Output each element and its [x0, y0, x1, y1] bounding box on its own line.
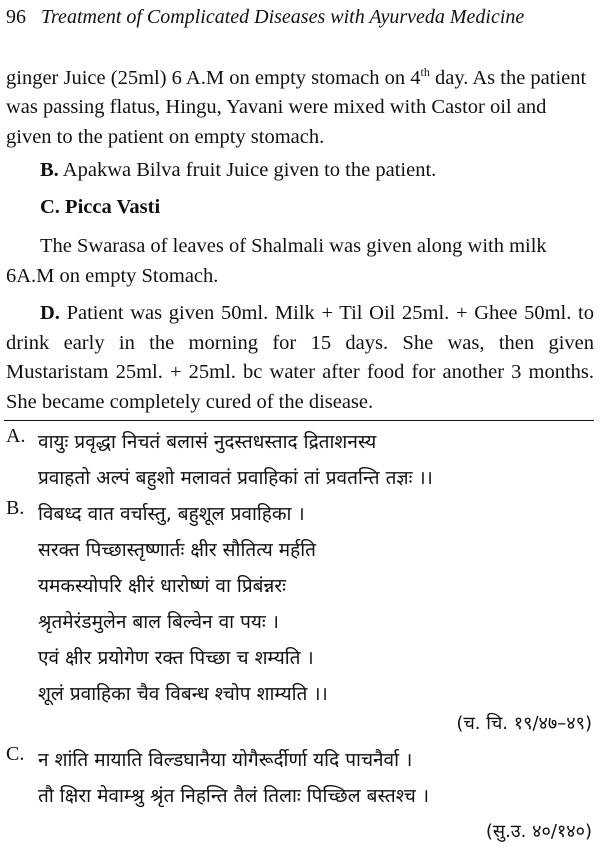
verse-b-line-1: विबध्द वात वर्चास्तु, बहुशूल प्रवाहिका । — [38, 503, 305, 525]
verse-b-line-5: एवं क्षीर प्रयोगेण रक्त पिच्छा च शम्यति । — [38, 647, 314, 669]
para1-rest: day. As the patient was passing flatus, Hingu, Yavani were mixed with Castor oil and given to the patient on empty stomach. — [6, 66, 587, 148]
verse-b-line-6: शूलं प्रवाहिका चैव विबन्ध श्चोप शाम्यति ।। — [38, 683, 328, 705]
verse-b-label: B. — [6, 497, 25, 519]
paragraph-d — [6, 299, 594, 417]
verse-c-label: C. — [6, 743, 25, 765]
verse-a-label: A. — [6, 425, 26, 447]
verse-b-line-3: यमकस्योपरि क्षीरं धारोष्णं वा प्रिबंन्नरः — [38, 575, 286, 597]
paragraph-b — [6, 156, 594, 186]
running-header — [6, 2, 596, 32]
page-number: 96 — [6, 6, 26, 28]
c-text: The Swarasa of leaves of Shalmali was given along with milk 6A.M on empty Stomach. — [6, 235, 547, 287]
c-heading: C. Picca Vasti — [40, 196, 161, 218]
verse-b-line-4: श्रृतमेरंडमुलेन बाल बिल्वेन वा पयः । — [38, 611, 280, 633]
paragraph-ginger — [6, 58, 594, 152]
verse-b-reference: (च. चि. १९/४७–४९) — [456, 713, 592, 734]
verse-a-line-2: प्रवाहतो अल्पं बहुशो मलावतं प्रवाहिकां तां प्रवतन्ति तज्ञः ।। — [38, 467, 433, 489]
verse-c-line-1: न शांति मायाति विल्डघानैया योगैरूर्दीर्णा यदि पाचनैर्वा । — [38, 749, 413, 771]
section-divider — [4, 420, 594, 421]
d-text: Patient was given 50ml. Milk + Til Oil 25ml. + Ghee 50ml. to drink early in the morning for 15 days. She was, then given Mustaristam 25ml. + 25ml. bc water after food for another 3 months. She became completely cured of the disease. — [6, 302, 594, 413]
sanskrit-verses — [6, 425, 594, 861]
running-title: Treatment of Complicated Diseases with Ayurveda Medicine — [41, 6, 525, 28]
b-text: Apakwa Bilva fruit Juice given to the patient. — [58, 159, 437, 181]
heading-c — [6, 193, 594, 223]
para1-superscript: th — [420, 65, 430, 79]
paragraph-c — [6, 232, 594, 291]
verse-c-line-2: तौ क्षिरा मेवाम्श्रु श्रृंत निहन्ति तैलं तिलाः पिच्छिल बस्तश्च । — [38, 785, 430, 807]
verse-b-line-2: सरक्त पिच्छास्तृष्णार्तः क्षीर सौतित्य मर्हति — [38, 539, 316, 561]
para1-text: ginger Juice (25ml) 6 A.M on empty stomach on 4 — [6, 66, 421, 89]
verse-a-line-1: वायुः प्रवृद्धा निचतं बलासं नुदस्तधस्ताद द्रिताशनस्य — [38, 431, 377, 453]
b-label: B. — [40, 159, 59, 181]
verse-c-reference: (सु.उ. ४०/१४०) — [485, 821, 592, 842]
d-label: D. — [40, 302, 60, 324]
